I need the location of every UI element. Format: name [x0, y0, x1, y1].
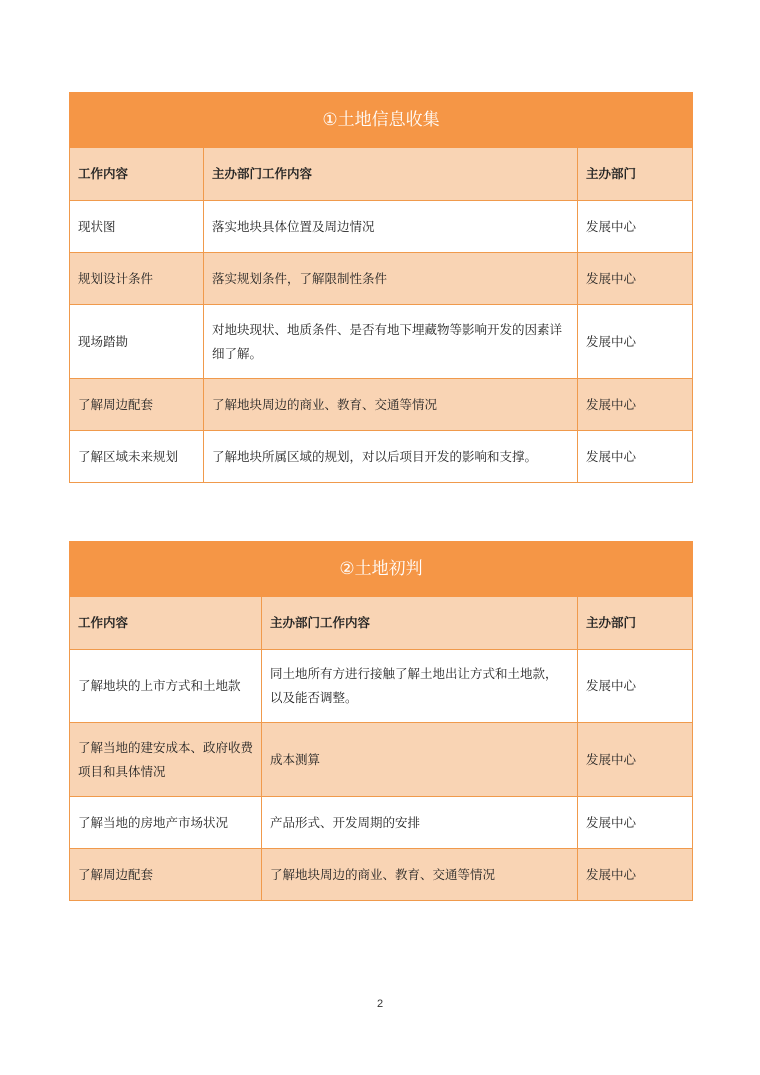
header-dept-work-content: 主办部门工作内容	[204, 148, 578, 201]
cell-dept: 发展中心	[578, 431, 693, 483]
cell-work-content: 了解当地的房地产市场状况	[70, 797, 262, 849]
table-row	[70, 379, 693, 431]
header-row	[70, 597, 693, 650]
land-preliminary-judgment-table	[69, 541, 693, 901]
header-dept: 主办部门	[578, 597, 693, 650]
cell-work-content: 了解地块的上市方式和土地款	[70, 650, 262, 723]
cell-dept: 发展中心	[578, 253, 693, 305]
cell-work-content: 了解当地的建安成本、政府收费项目和具体情况	[70, 723, 262, 797]
table-row	[70, 253, 693, 305]
cell-work-content: 了解周边配套	[70, 379, 204, 431]
cell-work-content: 规划设计条件	[70, 253, 204, 305]
cell-dept: 发展中心	[578, 305, 693, 379]
header-row	[70, 148, 693, 201]
cell-dept: 发展中心	[578, 797, 693, 849]
header-work-content: 工作内容	[70, 597, 262, 650]
cell-dept-work-content: 了解地块周边的商业、教育、交通等情况	[262, 849, 578, 901]
cell-dept-work-content: 落实规划条件，了解限制性条件	[204, 253, 578, 305]
cell-dept-work-content: 对地块现状、地质条件、是否有地下埋藏物等影响开发的因素详细了解。	[204, 305, 578, 379]
table-title: ②土地初判	[70, 542, 693, 597]
header-dept: 主办部门	[578, 148, 693, 201]
cell-work-content: 现场踏勘	[70, 305, 204, 379]
cell-dept: 发展中心	[578, 650, 693, 723]
cell-work-content: 了解区域未来规划	[70, 431, 204, 483]
cell-work-content: 现状图	[70, 201, 204, 253]
cell-work-content: 了解周边配套	[70, 849, 262, 901]
cell-dept-work-content: 产品形式、开发周期的安排	[262, 797, 578, 849]
table-title: ①土地信息收集	[70, 93, 693, 148]
table-row	[70, 201, 693, 253]
table-row	[70, 650, 693, 723]
table-row	[70, 849, 693, 901]
cell-dept: 发展中心	[578, 723, 693, 797]
header-work-content: 工作内容	[70, 148, 204, 201]
cell-dept-work-content: 落实地块具体位置及周边情况	[204, 201, 578, 253]
cell-dept: 发展中心	[578, 849, 693, 901]
header-dept-work-content: 主办部门工作内容	[262, 597, 578, 650]
land-info-collection-table	[69, 92, 693, 483]
cell-dept: 发展中心	[578, 379, 693, 431]
cell-dept-work-content: 成本测算	[262, 723, 578, 797]
table-row	[70, 797, 693, 849]
cell-dept-work-content: 了解地块所属区域的规划，对以后项目开发的影响和支撑。	[204, 431, 578, 483]
cell-dept-work-content: 同土地所有方进行接触了解土地出让方式和土地款，以及能否调整。	[262, 650, 578, 723]
table-row	[70, 431, 693, 483]
page-number: 2	[376, 998, 384, 1010]
cell-dept-work-content: 了解地块周边的商业、教育、交通等情况	[204, 379, 578, 431]
cell-dept: 发展中心	[578, 201, 693, 253]
table-row	[70, 723, 693, 797]
table-row	[70, 305, 693, 379]
